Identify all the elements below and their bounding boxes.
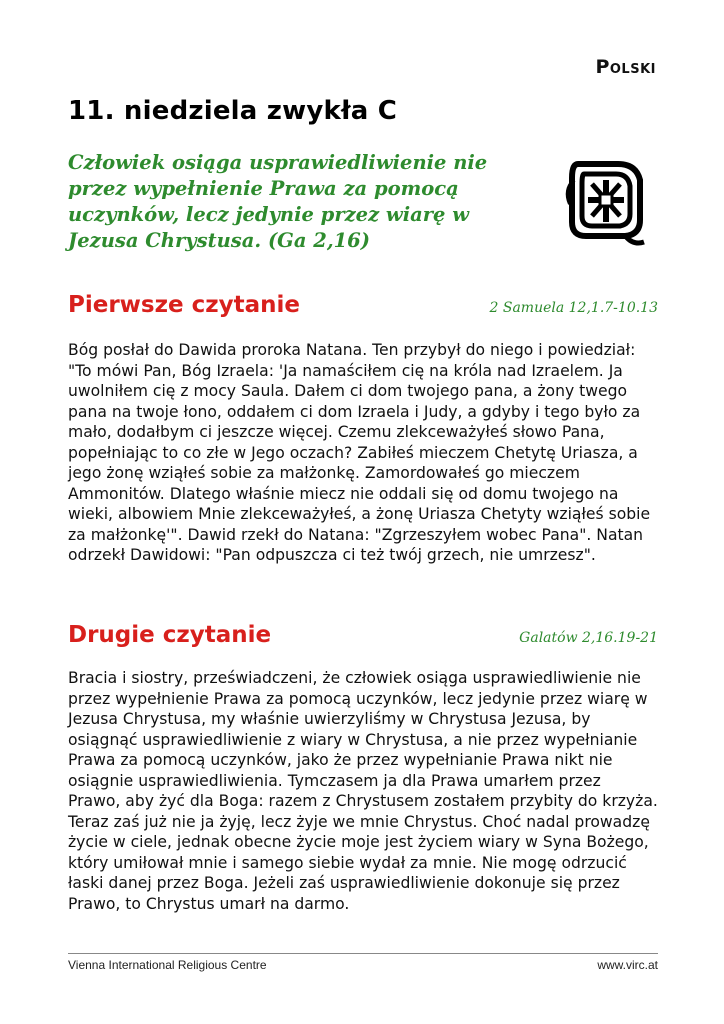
reading-2-header — [68, 622, 658, 652]
reading-2-title: Drugie czytanie — [68, 622, 272, 648]
reading-1-reference: 2 Samuela 12,1.7-10.13 — [489, 300, 658, 316]
reading-1-text: Bóg posłał do Dawida proroka Natana. Ten przybył do niego i powiedział: "To mówi Pan, Bóg Izraela: 'Ja namaściłem cię na króla nad Izraelem. Ja uwolniłem cię z mocy Saula. Dałem ci dom twojego pana, a żony twego pana na twoje łono, oddałem ci dom Izraela i Judy, a gdyby i tego było za mało, dodałbym ci jeszcze więcej. Czemu zlekceważyłeś słowo Pana, popełniając to co złe w Jego oczach? Zabiłeś mieczem Chetytę Uriasza, a jego żonę wziąłeś sobie za małżonkę. Zamordowałeś go mieczem Ammonitów. Dlatego właśnie miecz nie oddali się od domu twojego na wieki, albowiem Mnie zlekceważyłeś, a żonę Uriasza Chetyty wziąłeś sobie za małżonkę'". Dawid rzekł do Natana: "Zgrzeszyłem wobec Pana". Natan odrzekł Dawidowi: "Pan odpuszcza ci też twój grzech, nie umrzesz". — [68, 341, 651, 564]
reading-1-header — [68, 292, 658, 322]
reading-2-reference: Galatów 2,16.19-21 — [519, 630, 658, 646]
page-title: 11. niedziela zwykła C — [68, 96, 398, 126]
language-label: Polski — [595, 56, 656, 78]
footer-organization: Vienna International Religious Centre — [68, 958, 267, 972]
motto-quote: Człowiek osiąga usprawiedliwienie nie przez wypełnienie Prawa za pomocą uczynków, lecz jedynie przez wiarę w Jezusa Chrystusa. (Ga 2,16) — [68, 151, 488, 252]
reading-2-text: Bracia i siostry, przeświadczeni, że człowiek osiąga usprawiedliwienie nie przez wypełnienie Prawa za pomocą uczynków, lecz jedynie przez wiarę w Jezusa Chrystusa, my właśnie uwierzyliśmy w Chrystusa Jezusa, by osiągnąć usprawiedliwienie z wiary w Chrystusa, a nie przez wypełnianie Prawa za pomocą uczynków, jako że przez wypełnianie Prawa nikt nie osiągnie usprawiedliwienia. Tymczasem ja dla Prawa umarłem przez Prawo, aby żyć dla Boga: razem z Chrystusem zostałem przybity do krzyża. Teraz zaś już nie ja żyję, lecz żyje we mnie Chrystus. Choć nadal prowadzę życie w ciele, jednak obecne życie moje jest życiem wiary w Syna Bożego, który umiłował mnie i samego siebie wydał za mnie. Nie mogę odrzucić łaski danej przez Boga. Jeżeli zaś usprawiedliwienie dokonuje się przez Prawo, to Chrystus umarł na darmo. — [68, 669, 658, 913]
footer-website[interactable]: www.virc.at — [597, 958, 658, 972]
reading-1-title: Pierwsze czytanie — [68, 292, 300, 318]
chi-rho-monogram-icon — [560, 150, 652, 250]
footer-divider — [68, 953, 658, 954]
